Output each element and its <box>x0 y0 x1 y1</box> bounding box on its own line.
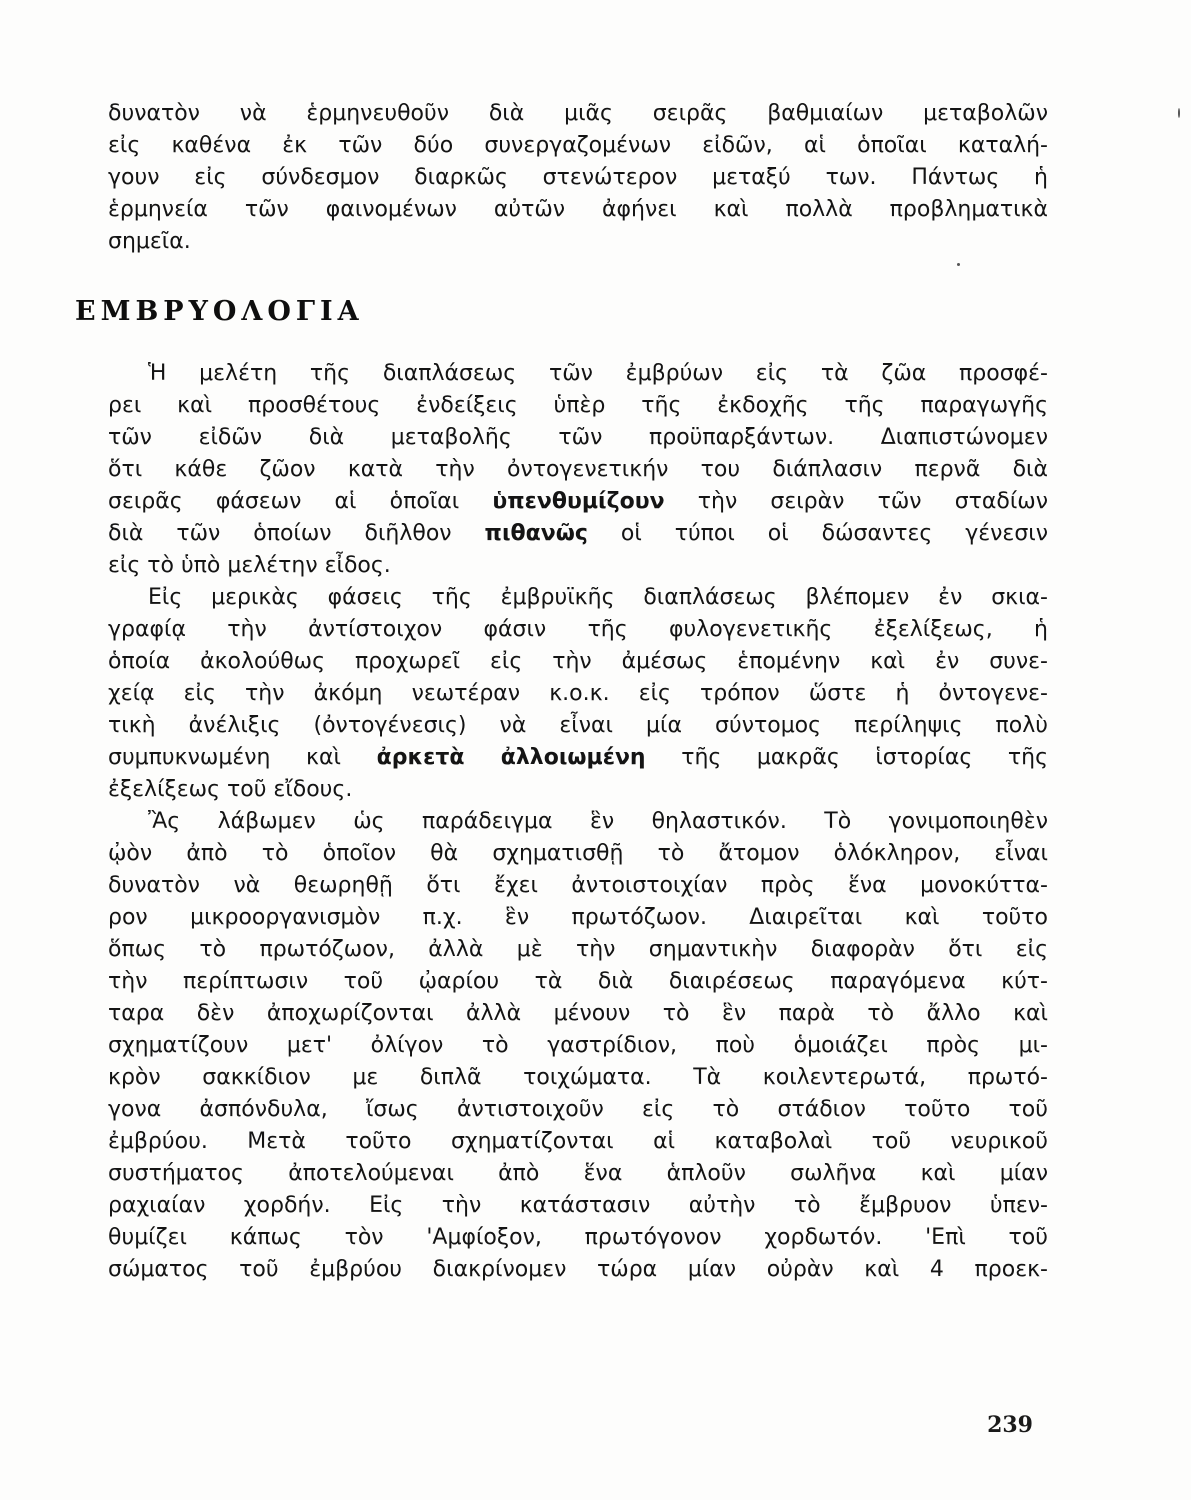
text-line: Εἰς μερικὰς φάσεις τῆς ἐμβρυϊκῆς διαπλάσεως βλέπομεν ἐν σκια- <box>148 585 1048 610</box>
text-line <box>108 742 1048 774</box>
text-line: σχηματίζουν μετ' ὀλίγον τὸ γαστρίδιον, ποὺ ὁμοιάζει πρὸς μι- <box>108 1033 1048 1058</box>
text-line: τικὴ ἀνέλιξις (ὀντογένεσις) νὰ εἶναι μία σύντομος περίληψις πολὺ <box>108 713 1048 738</box>
paragraph-2 <box>108 582 1048 806</box>
text-line: δυνατὸν νὰ θεωρηθῇ ὅτι ἔχει ἀντοιστοιχίαν πρὸς ἕνα μονοκύττα- <box>108 873 1048 898</box>
text-line: ἑρμηνεία τῶν φαινομένων αὐτῶν ἀφήνει καὶ πολλὰ προβληματικὰ <box>108 197 1048 222</box>
text-line: σώματος τοῦ ἐμβρύου διακρίνομεν τώρα μίαν οὐρὰν καὶ 4 προεκ- <box>108 1257 1048 1282</box>
text-line: γονα ἀσπόνδυλα, ἴσως ἀντιστοιχοῦν εἰς τὸ στάδιον τοῦτο τοῦ <box>108 1097 1048 1122</box>
text-run: σειρᾶς φάσεων αἱ ὁποῖαι <box>108 489 460 514</box>
text-line <box>108 518 1048 550</box>
text-line: ὅτι κάθε ζῶον κατὰ τὴν ὀντογενετικήν του διάπλασιν περνᾶ διὰ <box>108 457 1048 482</box>
text-line: ἐξελίξεως τοῦ εἴδους. <box>108 777 353 802</box>
text-line <box>108 486 1048 518</box>
text-line: εἰς καθένα ἐκ τῶν δύο συνεργαζομένων εἰδῶν, αἱ ὁποῖαι καταλή- <box>108 133 1048 158</box>
text-run: οἱ τύποι οἱ δώσαντες γένεσιν <box>620 521 1048 546</box>
text-line: ρει καὶ προσθέτους ἐνδείξεις ὑπὲρ τῆς ἐκδοχῆς τῆς παραγωγῆς <box>108 393 1048 418</box>
text-line: γουν εἰς σύνδεσμον διαρκῶς στενώτερον μεταξύ των. Πάντως ἡ <box>108 165 1048 190</box>
text-line: τῶν εἰδῶν διὰ μεταβολῆς τῶν προϋπαρξάντων. Διαπιστώνομεν <box>108 425 1048 450</box>
text-run: συμπυκνωμένη καὶ <box>108 745 341 770</box>
emphasized-term: ἀρκετὰ ἀλλοιωμένη <box>376 745 646 770</box>
page-number: 239 <box>987 1412 1033 1438</box>
text-line: δυνατὸν νὰ ἑρμηνευθοῦν διὰ μιᾶς σειρᾶς βαθμιαίων μεταβολῶν <box>108 101 1048 126</box>
emphasized-term: ὑπενθυμίζουν <box>492 489 665 514</box>
section-body <box>108 358 1048 1286</box>
text-run: τὴν σειρὰν τῶν σταδίων <box>697 489 1049 514</box>
paragraph-3 <box>108 806 1048 1286</box>
text-line: ταρα δὲν ἀποχωρίζονται ἀλλὰ μένουν τὸ ἓν παρὰ τὸ ἄλλο καὶ <box>108 1001 1048 1026</box>
text-line: γραφίᾳ τὴν ἀντίστοιχον φάσιν τῆς φυλογενετικῆς ἐξελίξεως, ἡ <box>108 617 1048 642</box>
text-line: τὴν περίπτωσιν τοῦ ᾠαρίου τὰ διὰ διαιρέσεως παραγόμενα κύτ- <box>108 969 1048 994</box>
text-line: σημεῖα. <box>108 229 191 254</box>
text-line: κρὸν σακκίδιον με διπλᾶ τοιχώματα. Τὰ κοιλεντερωτά, πρωτό- <box>108 1065 1048 1090</box>
text-line: εἰς τὸ ὑπὸ μελέτην εἶδος. <box>108 553 391 578</box>
text-line: ρον μικροοργανισμὸν π.χ. ἓν πρωτόζωον. Διαιρεῖται καὶ τοῦτο <box>108 905 1048 930</box>
intro-paragraph <box>108 98 1048 258</box>
text-line: ᾠὸν ἀπὸ τὸ ὁποῖον θὰ σχηματισθῇ τὸ ἄτομον ὁλόκληρον, εἶναι <box>108 841 1048 866</box>
text-run: τῆς μακρᾶς ἱστορίας τῆς <box>681 745 1048 770</box>
text-line: Ἂς λάβωμεν ὡς παράδειγμα ἓν θηλαστικόν. Τὸ γονιμοποιηθὲν <box>148 809 1048 834</box>
text-line: συστήματος ἀποτελούμεναι ἀπὸ ἕνα ἁπλοῦν σωλῆνα καὶ μίαν <box>108 1161 1048 1186</box>
text-line: Ἡ μελέτη τῆς διαπλάσεως τῶν ἐμβρύων εἰς τὰ ζῶα προσφέ- <box>148 361 1048 386</box>
text-line: ὅπως τὸ πρωτόζωον, ἀλλὰ μὲ τὴν σημαντικὴν διαφορὰν ὅτι εἰς <box>108 937 1048 962</box>
paragraph-1 <box>108 358 1048 582</box>
scan-speck <box>957 263 960 266</box>
text-line: ὁποία ἀκολούθως προχωρεῖ εἰς τὴν ἀμέσως ἑπομένην καὶ ἐν συνε- <box>108 649 1048 674</box>
text-line: ἐμβρύου. Μετὰ τοῦτο σχηματίζονται αἱ καταβολαὶ τοῦ νευρικοῦ <box>108 1129 1048 1154</box>
text-line: ραχιαίαν χορδήν. Εἰς τὴν κατάστασιν αὐτὴν τὸ ἔμβρυον ὑπεν- <box>108 1193 1048 1218</box>
section-heading: ΕΜΒΡΥΟΛΟΓΙΑ <box>75 296 364 327</box>
text-run: διὰ τῶν ὁποίων διῆλθον <box>108 521 452 546</box>
text-line: θυμίζει κάπως τὸν 'Αμφίοξον, πρωτόγονον χορδωτόν. 'Επὶ τοῦ <box>108 1225 1048 1250</box>
text-line: χείᾳ εἰς τὴν ἀκόμη νεωτέραν κ.ο.κ. εἰς τρόπον ὥστε ἡ ὀντογενε- <box>108 681 1048 706</box>
emphasized-term: πιθανῶς <box>484 521 588 546</box>
scan-mark <box>1178 108 1180 118</box>
